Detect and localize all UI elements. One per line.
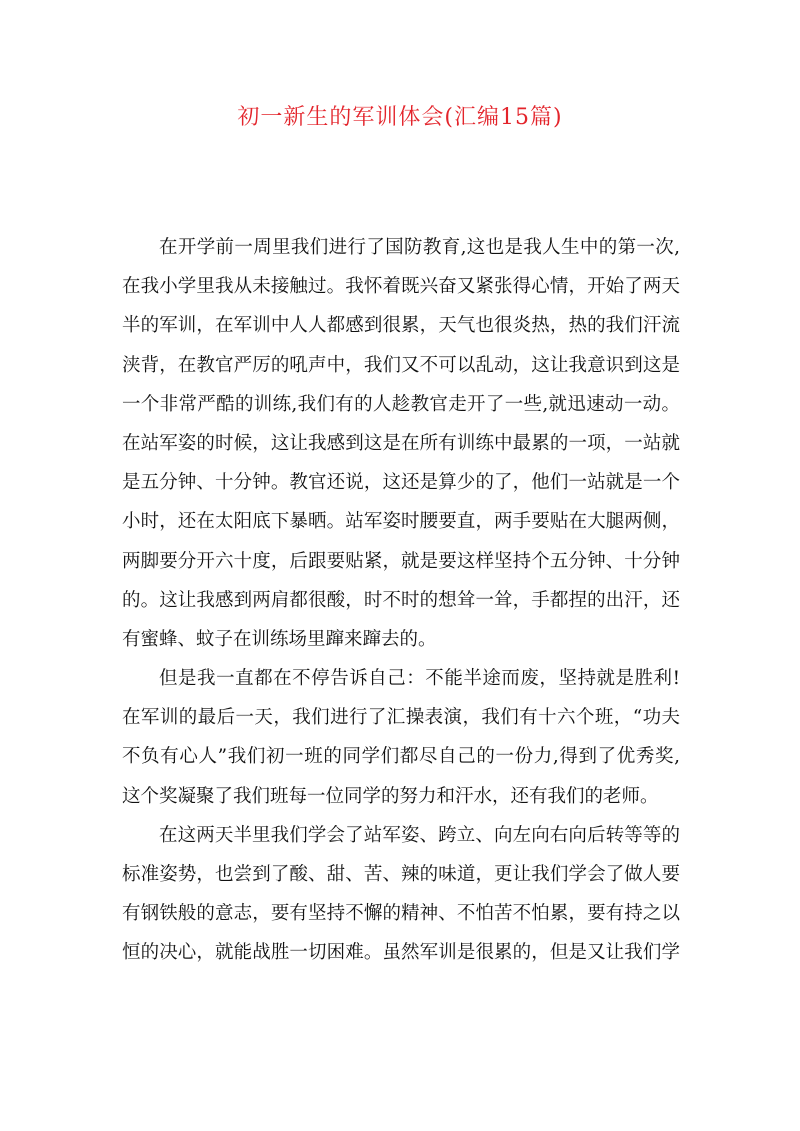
text-line: 但是我一直都在不停告诉自己：不能半途而废，坚持就是胜利! (159, 668, 680, 690)
text-line: 在站军姿的时候，这让我感到这是在所有训练中最累的一项，一站就 (122, 432, 680, 454)
text-line: 在开学前一周里我们进行了国防教育,这也是我人生中的第一次, (159, 237, 680, 258)
text-line: 在军训的最后一天，我们进行了汇操表演，我们有十六个班，“功夫 (122, 707, 680, 729)
text-line: 是五分钟、十分钟。教官还说，这还是算少的了，他们一站就是一个 (122, 472, 680, 494)
text-line: 恒的决心，就能战胜一切困难。虽然军训是很累的，但是又让我们学 (122, 942, 680, 964)
text-line: 两脚要分开六十度，后跟要贴紧，就是要这样坚持个五分钟、十分钟 (122, 550, 680, 572)
paragraph-1 (122, 228, 680, 659)
paragraph-2 (122, 659, 680, 816)
text-line: 标准姿势，也尝到了酸、甜、苦、辣的味道，更让我们学会了做人要 (122, 864, 680, 885)
text-line: 半的军训，在军训中人人都感到很累，天气也很炎热，热的我们汗流 (122, 315, 680, 337)
text-line: 浃背，在教官严厉的吼声中，我们又不可以乱动，这让我意识到这是 (122, 354, 680, 376)
text-line: 有蜜蜂、蚊子在训练场里蹿来蹿去的。 (122, 628, 437, 650)
document-body (122, 228, 680, 973)
text-line: 在我小学里我从未接触过。我怀着既兴奋又紧张得心情，开始了两天 (122, 276, 680, 298)
paragraph-3 (122, 816, 680, 973)
document-title: 初一新生的军训体会(汇编15篇) (237, 105, 563, 130)
text-line: 在这两天半里我们学会了站军姿、跨立、向左向右向后转等等的 (159, 824, 680, 846)
text-line: 的。这让我感到两肩都很酸，时不时的想耸一耸，手都捏的出汗，还 (122, 589, 680, 611)
text-line: 有钢铁般的意志，要有坚持不懈的精神、不怕苦不怕累，要有持之以 (122, 903, 680, 925)
text-line: 不负有心人”我们初一班的同学们都尽自己的一份力,得到了优秀奖, (122, 746, 680, 768)
text-line: 一个非常严酷的训练,我们有的人趁教官走开了一些,就迅速动一动。 (122, 393, 680, 415)
text-line: 小时，还在太阳底下暴晒。站军姿时腰要直，两手要贴在大腿两侧， (122, 511, 680, 533)
text-line: 这个奖凝聚了我们班每一位同学的努力和汗水，还有我们的老师。 (122, 785, 659, 807)
